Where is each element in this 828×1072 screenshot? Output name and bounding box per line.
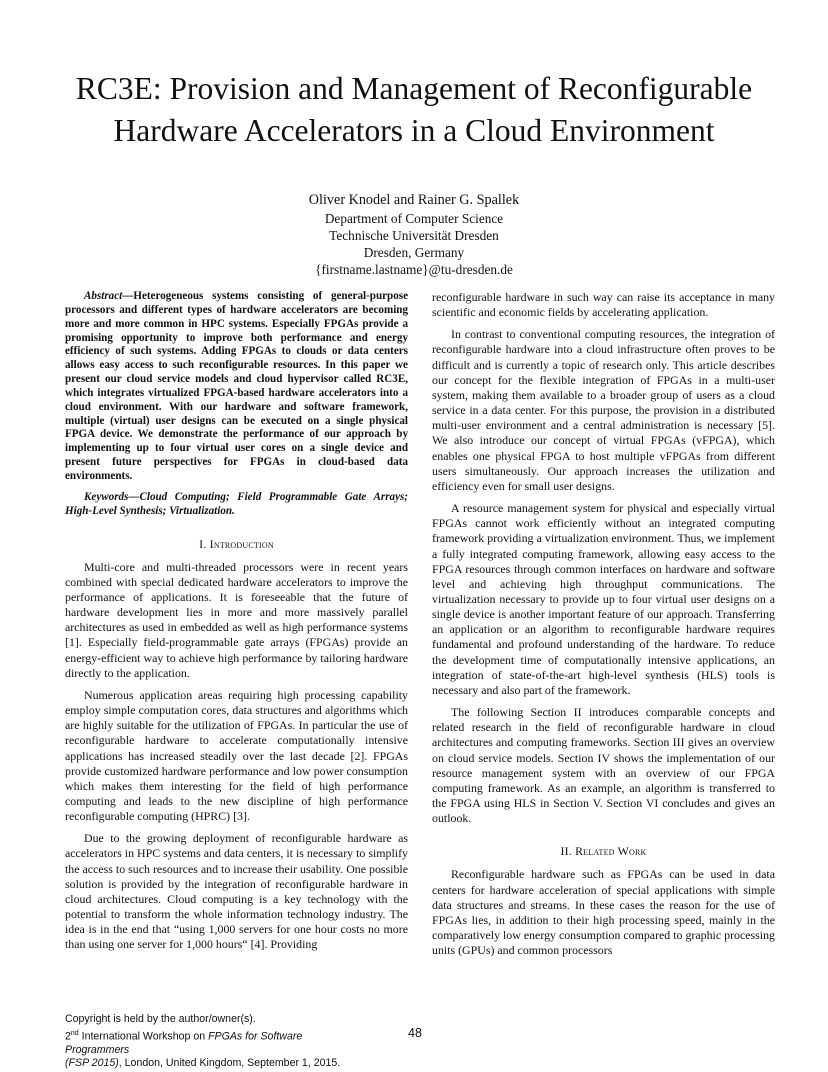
author-location: Dresden, Germany <box>363 245 465 260</box>
intro-paragraph-3: Due to the growing deployment of reconfigurable hardware as accelerators in HPC systems and data centers, it is necessary to simplify the access to such resources and to increase their usability. One possible solution is provided by the integration of reconfigurable hardware in cloud architectures. Cloud computing is a key technology with the potential to transform the whole information technology industry. The idea is in the end that “using 1,000 servers for one hour costs no more than using one server for 1,000 hours“ [4]. Providing <box>65 831 408 952</box>
workshop-line <box>65 1027 365 1058</box>
author-university: Technische Universität Dresden <box>329 228 499 243</box>
related-paragraph-1: Reconfigurable hardware such as FPGAs can be used in data centers for hardware acceleration of special applications with simple data structures and streams. In these cases the reason for the use of FPGAs lies, in addition to their high processing speed, mainly in the comparatively low energy consumption compared to graphic processing units (GPUs) and common processors <box>432 867 775 958</box>
copyright-footnote <box>65 1013 365 1071</box>
event-line <box>65 1057 365 1071</box>
paper-title: RC3E: Provision and Management of Reconfigurable Hardware Accelerators in a Cloud Environment <box>75 71 753 148</box>
intro-paragraph-1: Multi-core and multi-threaded processors were in recent years combined with special dedicated hardware accelerators to improve the performance of applications. It is foreseeable that the future of hardware development lies in more and more massively parallel architectures as used in embedded as well as high performance systems [1]. Especially field-programmable gate arrays (FPGAs) provide an energy-efficient way to achieve high performance by tailoring hardware directly to the application. <box>65 559 408 680</box>
author-names: Oliver Knodel and Rainer G. Spallek <box>308 192 520 208</box>
copyright-line: Copyright is held by the author/owner(s). <box>65 1013 256 1025</box>
intro-paragraph-5: A resource management system for physical and especially virtual FPGAs cannot work efficiently without an integrated computing framework providing a virtualization environment. Thus, we implement a fully integrated computing framework, allowing easy access to the FPGA resources through common interfaces on hardware and software level and achieving high throughput communications. The virtualization necessary to provide up to four virtual user designs on a single device is another important feature of our approach. Transferring an application or an algorithm to reconfigurable hardware requires fundamental and profound understanding of the hardware. To reduce the development time of computationally intensive applications, an integration of state-of-the-art high-level synthesis (HLS) tools is necessary and also part of the framework. <box>432 501 775 697</box>
ordinal-number: 2 <box>65 1030 71 1043</box>
abstract-text: —Heterogeneous systems consisting of general-purpose processors and different types of hardware accelerators are becoming more and more common in HPC systems. Especially FPGAs provide a promising opportunity to improve both performance and energy efficiency of such systems. Adding FPGAs to clouds or data centers allows easy access to such reconfigurable resources. In this paper we present our cloud service models and cloud hypervisor called RC3E, which integrates virtualized FPGA-based hardware accelerators into a cloud environment. With our hardware and software framework, multiple (virtual) user designs can be executed on a single physical FPGA device. We demonstrate the performance of our approach by implementing up to four virtual user cores on a single device and present future perspectives for FPGAs in cloud-based data environments. <box>65 290 408 482</box>
right-column <box>432 290 775 958</box>
author-department: Department of Computer Science <box>324 211 504 226</box>
ordinal-suffix: nd <box>70 1029 79 1037</box>
intro-paragraph-6: The following Section II introduces comparable concepts and related research in the field of reconfigurable hardware in cloud architectures and computing frameworks. Section III gives an overview on cloud service models. Section IV shows the implementation of our resource management system with an overview of our FPGA computing framework. As an example, an algorithm is transferred to the FPGA using HLS in Section V. Section VI concludes and gives an outlook. <box>432 705 775 826</box>
page-number: 48 <box>408 1026 422 1040</box>
section-heading-introduction: I. Introduction <box>199 536 274 551</box>
abstract <box>65 290 408 484</box>
section-heading-related-work: II. Related Work <box>560 844 647 859</box>
workshop-prefix: International Workshop on <box>78 1030 209 1043</box>
workshop-name: FPGAs for Software Programmers <box>65 1030 303 1056</box>
event-details: , London, United Kingdom, September 1, 2015. <box>118 1057 341 1070</box>
event-short: (FSP 2015) <box>65 1057 119 1070</box>
left-column <box>65 290 408 953</box>
intro-paragraph-4: In contrast to conventional computing resources, the integration of reconfigurable hardware into a cloud infrastructure often proves to be difficult and is currently a topic of research only. This article describes our concept for the flexible integration of FPGAs in a multi-user system, making them available to a broader group of users as a cloud service in a data center. For this purpose, the provision in a distributed multi-user environment and a central administration is necessary [5]. We also introduce our concept of virtual FPGAs (vFPGA), which enables one physical FPGA to host multiple vFPGAs from different users simultaneously. Our approach increases the utilization and efficiency even for small user designs. <box>432 327 775 493</box>
author-block <box>214 192 614 278</box>
abstract-lead: Abstract <box>84 290 123 302</box>
keywords: Keywords—Cloud Computing; Field Programmable Gate Arrays; High-Level Synthesis; Virtualization. <box>65 490 408 517</box>
author-email: {firstname.lastname}@tu-dresden.de <box>315 262 513 277</box>
intro-paragraph-2: Numerous application areas requiring high processing capability employ simple computation cores, data structures and algorithms which are highly suitable for the utilization of FPGAs. In particular the use of reconfigurable hardware to accelerate computationally intensive applications has increased steadily over the last decade [2]. FPGAs provide customized hardware performance and low power consumption which makes them interesting for the field of high performance computing and leads to the new discipline of high performance reconfigurable computing (HPRC) [3]. <box>65 687 408 824</box>
intro-paragraph-3-continued: reconfigurable hardware in such way can raise its acceptance in many scientific and economic fields by accelerating application. <box>432 290 775 320</box>
